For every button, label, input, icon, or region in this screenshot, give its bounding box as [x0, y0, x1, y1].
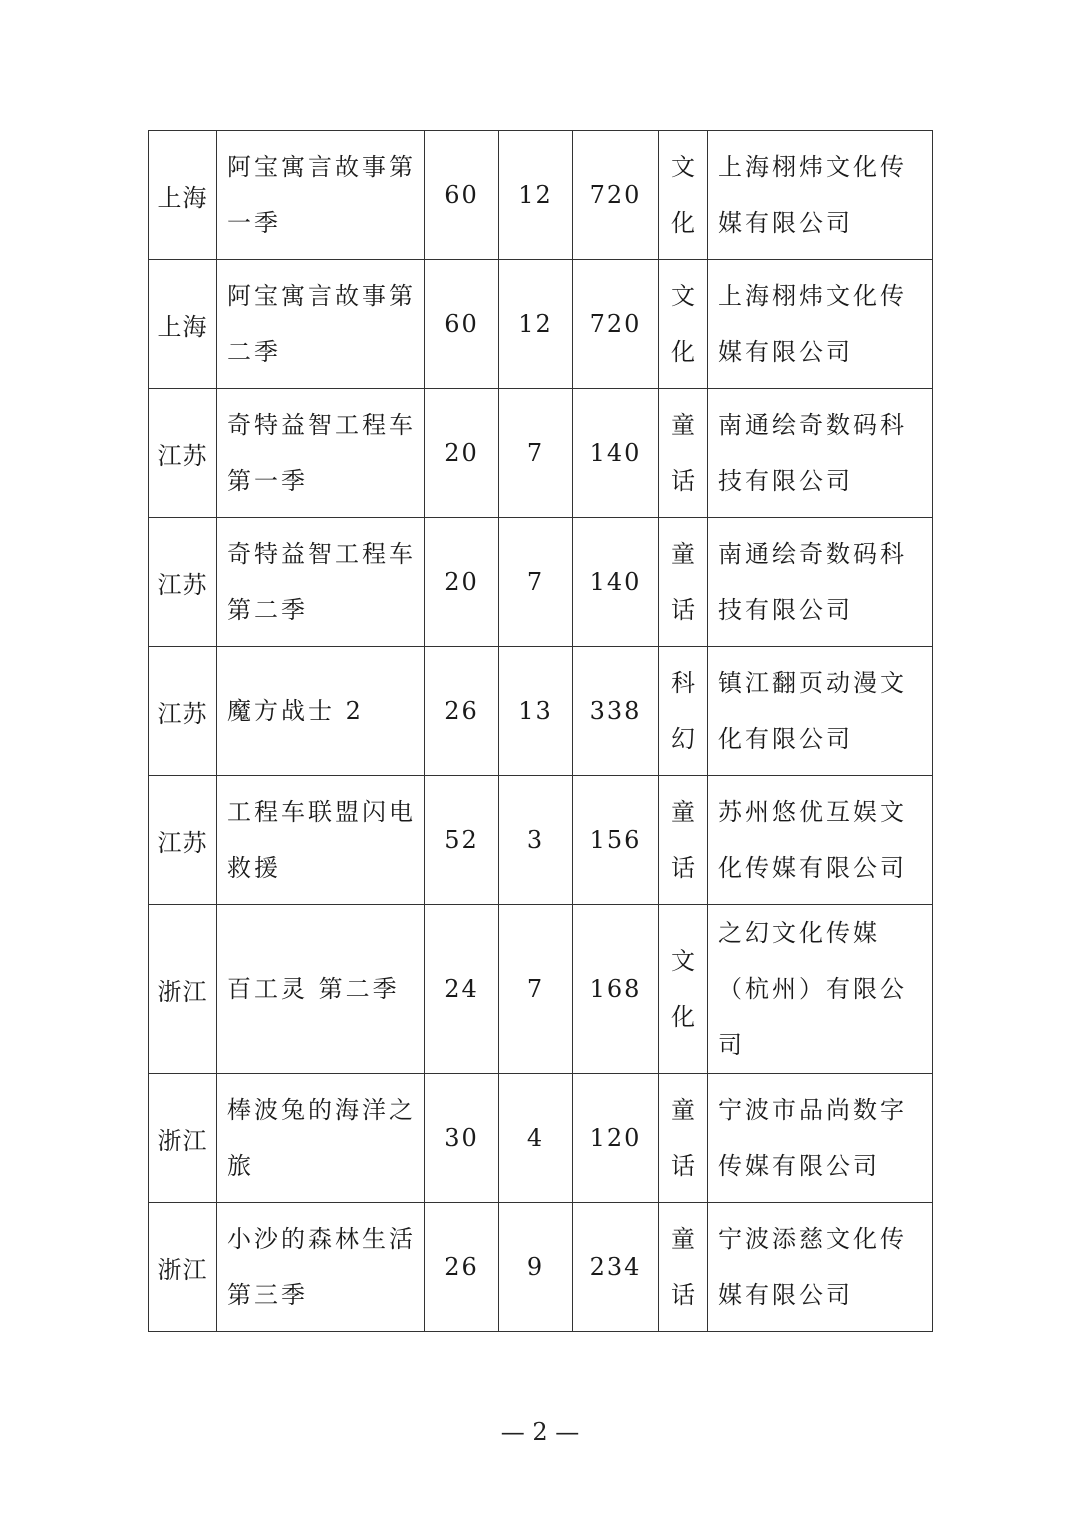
- page-number: — 2 —: [500, 1418, 580, 1446]
- total-minutes-cell: 720: [573, 260, 659, 389]
- company-cell: 宁波市品尚数字传媒有限公司: [708, 1074, 933, 1203]
- total-minutes-cell: 156: [573, 776, 659, 905]
- province-cell: 江苏: [149, 647, 217, 776]
- episodes-cell: 60: [425, 260, 499, 389]
- total-minutes-cell: 120: [573, 1074, 659, 1203]
- minutes-cell: 9: [499, 1203, 573, 1332]
- type-cell: [659, 389, 708, 518]
- type-cell: [659, 1203, 708, 1332]
- title-cell: 小沙的森林生活第三季: [217, 1203, 425, 1332]
- type-text: 文化: [671, 282, 695, 366]
- table-row: [149, 389, 933, 518]
- type-text: 童话: [671, 411, 695, 495]
- table-row: [149, 1074, 933, 1203]
- minutes-cell: 13: [499, 647, 573, 776]
- title-cell: 奇特益智工程车第一季: [217, 389, 425, 518]
- province-cell: 浙江: [149, 1203, 217, 1332]
- type-cell: [659, 1074, 708, 1203]
- episodes-cell: 20: [425, 518, 499, 647]
- province-cell: 江苏: [149, 518, 217, 647]
- title-cell: 魔方战士 2: [217, 647, 425, 776]
- company-cell: 镇江翻页动漫文化有限公司: [708, 647, 933, 776]
- type-cell: [659, 518, 708, 647]
- type-text: 科幻: [671, 669, 695, 753]
- series-table: [148, 130, 933, 1332]
- title-cell: 阿宝寓言故事第二季: [217, 260, 425, 389]
- type-text: 童话: [671, 1096, 695, 1180]
- table-row: [149, 131, 933, 260]
- table-row: [149, 518, 933, 647]
- company-cell: 上海栩炜文化传媒有限公司: [708, 260, 933, 389]
- episodes-cell: 20: [425, 389, 499, 518]
- company-cell: 宁波添慈文化传媒有限公司: [708, 1203, 933, 1332]
- province-cell: 上海: [149, 260, 217, 389]
- total-minutes-cell: 338: [573, 647, 659, 776]
- minutes-cell: 7: [499, 518, 573, 647]
- minutes-cell: 12: [499, 131, 573, 260]
- type-text: 童话: [671, 798, 695, 882]
- minutes-cell: 4: [499, 1074, 573, 1203]
- province-cell: 浙江: [149, 905, 217, 1074]
- company-cell: 苏州悠优互娱文化传媒有限公司: [708, 776, 933, 905]
- province-cell: 上海: [149, 131, 217, 260]
- company-cell: 之幻文化传媒（杭州）有限公司: [708, 905, 933, 1074]
- episodes-cell: 24: [425, 905, 499, 1074]
- type-cell: [659, 131, 708, 260]
- minutes-cell: 3: [499, 776, 573, 905]
- province-cell: 浙江: [149, 1074, 217, 1203]
- title-cell: 棒波兔的海洋之旅: [217, 1074, 425, 1203]
- table-row: [149, 776, 933, 905]
- table-row: [149, 1203, 933, 1332]
- total-minutes-cell: 720: [573, 131, 659, 260]
- type-cell: [659, 905, 708, 1074]
- title-cell: 阿宝寓言故事第一季: [217, 131, 425, 260]
- episodes-cell: 26: [425, 1203, 499, 1332]
- total-minutes-cell: 168: [573, 905, 659, 1074]
- type-cell: [659, 647, 708, 776]
- type-cell: [659, 260, 708, 389]
- company-cell: 南通绘奇数码科技有限公司: [708, 518, 933, 647]
- province-cell: 江苏: [149, 776, 217, 905]
- table-row: [149, 647, 933, 776]
- type-cell: [659, 776, 708, 905]
- table-row: [149, 260, 933, 389]
- title-cell: 奇特益智工程车第二季: [217, 518, 425, 647]
- type-text: 文化: [671, 153, 695, 237]
- province-cell: 江苏: [149, 389, 217, 518]
- total-minutes-cell: 234: [573, 1203, 659, 1332]
- episodes-cell: 60: [425, 131, 499, 260]
- minutes-cell: 7: [499, 905, 573, 1074]
- company-cell: 南通绘奇数码科技有限公司: [708, 389, 933, 518]
- type-text: 童话: [671, 1225, 695, 1309]
- minutes-cell: 7: [499, 389, 573, 518]
- title-cell: 百工灵 第二季: [217, 905, 425, 1074]
- minutes-cell: 12: [499, 260, 573, 389]
- episodes-cell: 52: [425, 776, 499, 905]
- company-cell: 上海栩炜文化传媒有限公司: [708, 131, 933, 260]
- type-text: 童话: [671, 540, 695, 624]
- type-text: 文化: [671, 947, 695, 1031]
- total-minutes-cell: 140: [573, 518, 659, 647]
- table-row: [149, 905, 933, 1074]
- episodes-cell: 30: [425, 1074, 499, 1203]
- episodes-cell: 26: [425, 647, 499, 776]
- total-minutes-cell: 140: [573, 389, 659, 518]
- title-cell: 工程车联盟闪电救援: [217, 776, 425, 905]
